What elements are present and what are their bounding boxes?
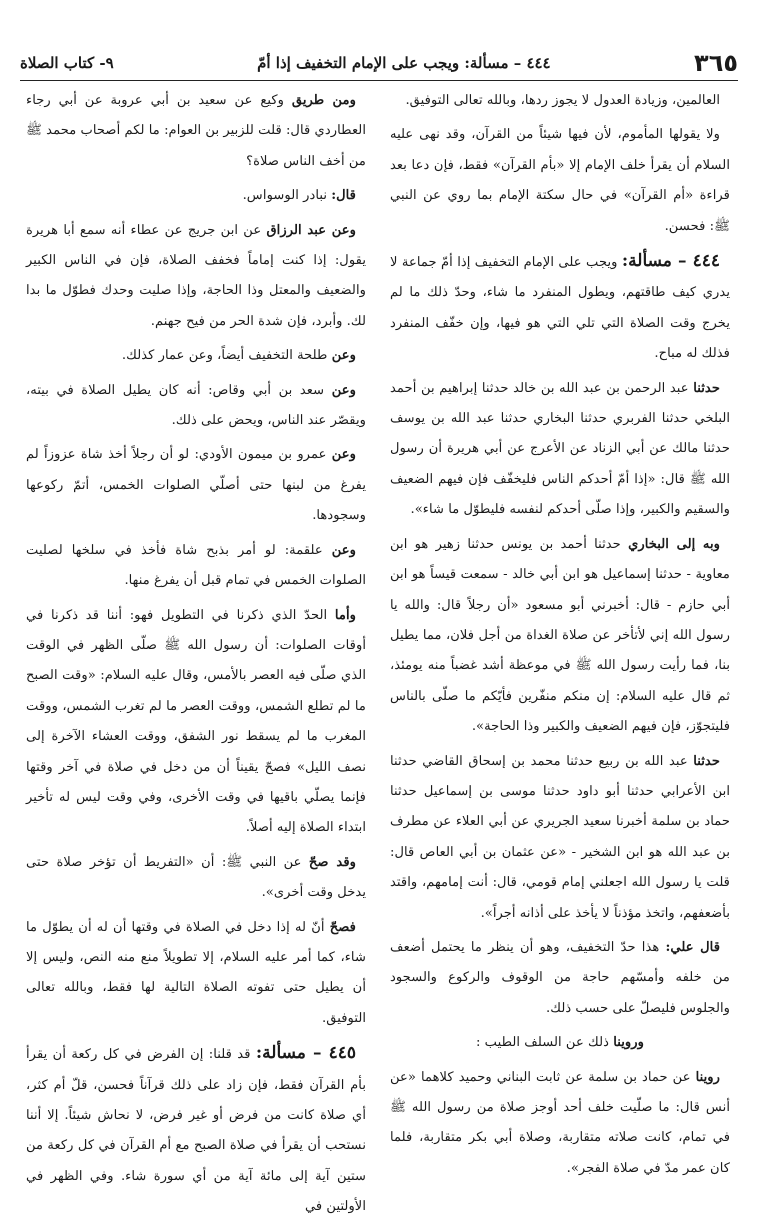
paragraph-lead: ٤٤٤ – مسألة: [621, 251, 721, 272]
paragraph-text: وكيع عن سعيد بن أبي عروبة عن أبي رجاء العطاردي قال: قلت للزبير بن العوام: ما لكم أصحاب محمد ﷺ من أخف الناس صلاة؟ [26, 93, 366, 169]
paragraph [390, 1028, 730, 1058]
paragraph [390, 933, 730, 1024]
paragraph-lead: وعن عبد الرزاق [266, 222, 357, 238]
paragraph [26, 216, 366, 338]
paragraph-text: هذا حدّ التخفيف، وهو أن ينظر ما يحتمل أضعف من خلفه وأمسّهم حاجة من الوقوف والركوع والسجود والجلوس فليصلّ على حسب ذلك. [390, 939, 730, 1016]
left-column [26, 86, 366, 1227]
paragraph-lead: ٤٤٥ – مسألة: [255, 1043, 356, 1064]
paragraph-text: أنّ له إذا دخل في الصلاة في وقتها أن له أن يطوّل ما شاء، كما أمر عليه السلام، إلا تطويلاً منع منه النص، وليس إلا أن يطيل حتى تفوته الصلاة التالية لها فقط، وبالله تعالى التوفيق. [26, 919, 366, 1026]
paragraph-lead: حدثنا [693, 380, 720, 396]
paragraph-lead: وعن [331, 348, 356, 364]
paragraph-lead: وقد صحّ [308, 854, 356, 870]
paragraph-text: قد قلنا: إن الفرض في كل ركعة أن يقرأ بأم القرآن فقط، فإن زاد على ذلك قرآناً فحسن، قلّ أم كثر، أي صلاة كانت من فرض أو غير فرض، لا نحاش شيئاً. إلا أننا نستحب أن يقرأ في صلاة الصبح مع أم القرآن في كل ركعة من ستين آية إلى مائة آية من أي سورة شاء. وفي الظهر في الأولتين في [26, 1047, 366, 1215]
page-number: ٣٦٥ [694, 49, 738, 77]
paragraph-lead: وعن [331, 382, 356, 398]
paragraph-lead: وعن [331, 447, 356, 463]
paragraph [26, 536, 366, 597]
paragraph-text: الحدّ الذي ذكرنا في التطويل فهو: أننا قد ذكرنا في أوقات الصلوات: أن رسول الله ﷺ صلّى الظهر في الوقت الذي صلّى فيه العصر بالأمس، وقال عليه السلام: «وقت الصبح ما لم تطلع الشمس، ووقت العصر ما لم تغرب الشمس، ووقت المغرب ما لم يسقط نور الشفق، ووقت العشاء الآخرة إلى نصف الليل» فصحّ يقيناً أن من دخل في صلاة في آخر وقتها فإنما يصلّي باقيها في وقت الأخرى، وفي وقت ليس له تأخير ابتداء الصلاة إليه أصلاً. [26, 607, 366, 836]
running-title: ٤٤٤ – مسألة: ويجب على الإمام التخفيف إذا أمّ [257, 54, 551, 72]
paragraph-text: نبادر الوسواس. [242, 188, 332, 204]
paragraph-lead: وعن [331, 542, 356, 558]
paragraph [26, 848, 366, 909]
paragraph-text: ذلك عن السلف الطيب : [476, 1035, 614, 1051]
paragraph [390, 1063, 730, 1185]
header-rule [20, 80, 738, 81]
paragraph-text: ويجب على الإمام التخفيف إذا أمّ جماعة لا يدري كيف طاقتهم، ويطول المنفرد ما شاء، وحدّ ذلك ما لم يخرج وقت الصلاة التي تلي التي هو فيها، وإن خفّف المنفرد فذلك له مباح. [390, 255, 730, 362]
paragraph-lead: وأما [334, 607, 356, 623]
paragraph-text: عن ابن جريج عن عطاء أنه سمع أبا هريرة يقول: إذا كنت إماماً فخفف الصلاة، فإن في الناس الكبير والضعيف والمعتل وذا الحاجة، وإذا صليت وحدك فطوّل ما بدا لك. وأبرد، فإن شدة الحر من فيح جهنم. [26, 222, 366, 329]
paragraph-text: العالمين، وزيادة العدول لا يجوز ردها، وبالله تعالى التوفيق. [405, 93, 720, 108]
paragraph-text: عمرو بن ميمون الأودي: لو أن رجلاً أخذ شاة عزوزاً لم يفرغ من لبنها حتى أصلّي الصلوات الخمس، أتمّ ركوعها وسجودها. [26, 447, 366, 524]
paragraph [390, 120, 730, 242]
paragraph-lead: فصحّ [329, 919, 356, 935]
paragraph [390, 86, 730, 116]
paragraph-text: عبد الله بن ربيع حدثنا محمد بن إسحاق القاضي حدثنا ابن الأعرابي حدثنا أبو داود حدثنا موسى بن إسماعيل حدثنا حماد بن سلمة أخبرنا سعيد الجريري عن أبي العلاء عن مطرف بن عبد الله هو ابن الشخير - «عن عثمان بن أبي العاص قال: قلت يا رسول الله اجعلني إمام قومي، قال: أنت إمامهم، واقتد بأضعفهم، واتخذ مؤذناً لا يأخذ على أذانه أجراً». [390, 753, 730, 921]
page-header [20, 48, 738, 78]
paragraph-text: سعد بن أبي وقاص: أنه كان يطيل الصلاة في بيته، ويقصّر عند الناس، ويحض على ذلك. [26, 382, 366, 429]
paragraph-text: طلحة التخفيف أيضاً، وعن عمار كذلك. [121, 348, 332, 364]
paragraph-lead: وروينا [613, 1035, 644, 1051]
paragraph-text: عن حماد بن سلمة عن ثابت البناني وحميد كلاهما «عن أنس قال: ما صلّيت خلف أحد أوجز صلاة من رسول الله ﷺ في تمام، كانت صلاته متقاربة، وصلاة أبي بكر متقاربة، فلما كان عمر مدّ في صلاة الفجر». [390, 1069, 730, 1176]
paragraph [26, 181, 366, 211]
paragraph [26, 1038, 366, 1222]
paragraph-lead: قال علي: [665, 939, 720, 955]
paragraph [26, 913, 366, 1035]
paragraph-lead: قال: [331, 188, 356, 204]
paragraph [390, 374, 730, 526]
right-column [390, 86, 730, 1188]
book-title: ٩- كتاب الصلاة [20, 54, 114, 72]
paragraph-text: عن النبي ﷺ: أن «التفريط أن تؤخر صلاة حتى يدخل وقت أخرى». [26, 854, 366, 901]
paragraph-text: علقمة: لو أمر بذبح شاة فأخذ في سلخها لصليت الصلوات الخمس في تمام قبل أن يفرغ منها. [26, 542, 366, 589]
paragraph [390, 747, 730, 929]
paragraph [26, 601, 366, 844]
paragraph [26, 341, 366, 371]
paragraph-lead: حدثنا [693, 753, 720, 769]
paragraph [26, 376, 366, 437]
paragraph-lead: روينا [695, 1069, 720, 1085]
paragraph [26, 440, 366, 531]
paragraph [26, 86, 366, 177]
paragraph [390, 530, 730, 743]
paragraph-text: ولا يقولها المأموم، لأن فيها شيئاً من القرآن، وقد نهى عليه السلام أن يقرأ خلف الإمام إلا «بأم القرآن» فقط، فإن دعا بعد قراءة «أم القرآن» في حال سكتة الإمام بما روي عن النبي ﷺ: فحسن. [390, 127, 730, 234]
paragraph-lead: وبه إلى البخاري [628, 536, 720, 552]
paragraph-text: حدثنا أحمد بن يونس حدثنا زهير هو ابن معاوية - حدثنا إسماعيل هو ابن أبي خالد - سمعت قيساً هو ابن أبي حازم - قال: أخبرني أبو مسعود «أن رجلاً قال: والله يا رسول الله إني لأتأخر عن صلاة الغداة من أجل فلان، مما يطيل بنا، فما رأيت رسول الله ﷺ في موعظة أشد غضباً منه يومئذ، ثم قال عليه السلام: إن منكم منفّرين فأيّكم ما صلّى بالناس فليتجوّز، فإن فيهم الضعيف والكبير وذا الحاجة». [390, 536, 730, 735]
paragraph-text: عبد الرحمن بن عبد الله بن خالد حدثنا إبراهيم بن أحمد البلخي حدثنا الفربري حدثنا البخاري حدثنا عبد الله بن يوسف حدثنا مالك عن أبي الزناد عن الأعرج عن أبي هريرة أن رسول الله ﷺ قال: «إذا أمّ أحدكم الناس فليخفّف فإن فيهم الضعيف والسقيم والكبير، وإذا صلّى أحدكم لنفسه فليطوّل ما شاء». [390, 380, 730, 518]
paragraph [390, 246, 730, 370]
paragraph-lead: ومن طريق [291, 93, 356, 108]
